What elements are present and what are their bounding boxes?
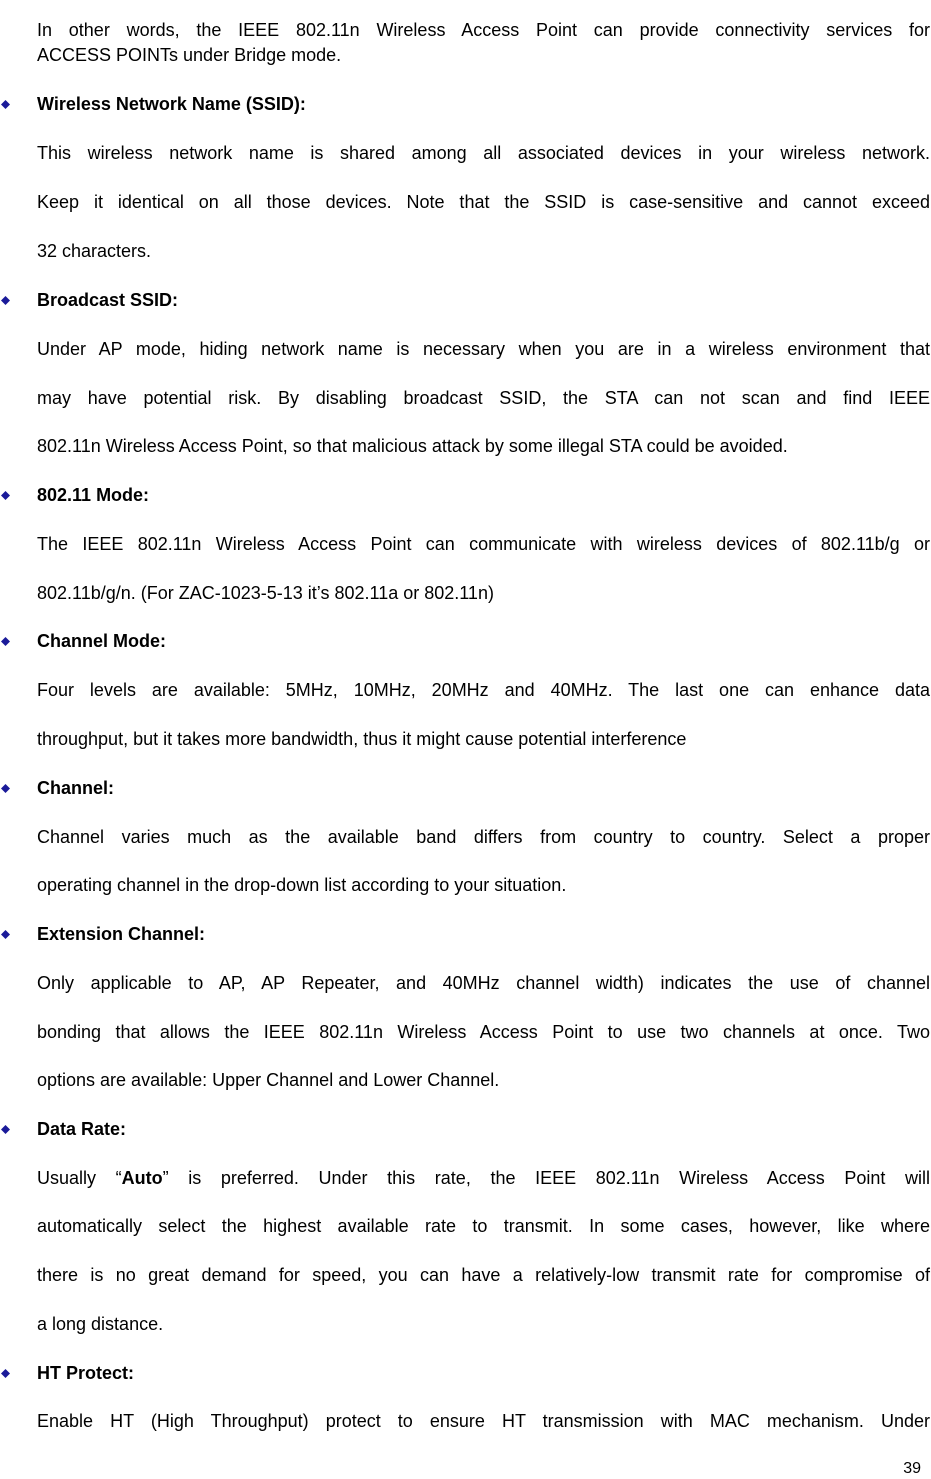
diamond-bullet-icon <box>1 296 10 305</box>
broadcast-line-1: Under AP mode, hiding network name is necessary when you are in a wireless environment that <box>37 339 930 359</box>
channel-heading: Channel: <box>37 778 115 798</box>
data-rate-line-1-post: ” is preferred. Under this rate, the IEEE 802.11n Wireless Access Point will <box>162 1168 930 1188</box>
data-rate-auto-bold: Auto <box>121 1168 163 1188</box>
diamond-bullet-icon <box>1 637 10 646</box>
mode-line-2: 802.11b/g/n. (For ZAC-1023-5-13 it’s 802.11a or 802.11n) <box>37 583 494 603</box>
page-number: 39 <box>903 1460 921 1477</box>
diamond-bullet-icon <box>1 491 10 500</box>
extension-line-1: Only applicable to AP, AP Repeater, and 40MHz channel width) indicates the use of channel <box>37 973 930 993</box>
ssid-heading: Wireless Network Name (SSID): <box>37 94 306 114</box>
broadcast-line-2: may have potential risk. By disabling broadcast SSID, the STA can not scan and find IEEE <box>37 388 930 408</box>
data-rate-heading: Data Rate: <box>37 1119 127 1139</box>
extension-heading: Extension Channel: <box>37 924 206 944</box>
diamond-bullet-icon <box>1 930 10 939</box>
ssid-line-3: 32 characters. <box>37 241 152 261</box>
data-rate-line-4: a long distance. <box>37 1314 164 1334</box>
channel-mode-line-2: throughput, but it takes more bandwidth, thus it might cause potential interference <box>37 729 687 749</box>
mode-line-1: The IEEE 802.11n Wireless Access Point can communicate with wireless devices of 802.11b/g or <box>37 534 930 554</box>
ssid-line-2: Keep it identical on all those devices. Note that the SSID is case-sensitive and cannot exceed <box>37 192 930 212</box>
ht-protect-line-1: Enable HT (High Throughput) protect to ensure HT transmission with MAC mechanism. Under <box>37 1411 930 1431</box>
diamond-bullet-icon <box>1 1125 10 1134</box>
data-rate-line-3: there is no great demand for speed, you can have a relatively-low transmit rate for compromise of <box>37 1265 930 1285</box>
data-rate-line-1 <box>37 1165 930 1191</box>
diamond-bullet-icon <box>1 784 10 793</box>
extension-line-2: bonding that allows the IEEE 802.11n Wireless Access Point to use two channels at once. Two <box>37 1022 930 1042</box>
ssid-line-1: This wireless network name is shared among all associated devices in your wireless network. <box>37 143 930 163</box>
ht-protect-heading: HT Protect: <box>37 1363 135 1383</box>
data-rate-line-2: automatically select the highest available rate to transmit. In some cases, however, like where <box>37 1216 930 1236</box>
diamond-bullet-icon <box>1 1369 10 1378</box>
intro-line-2: ACCESS POINTs under Bridge mode. <box>37 45 342 65</box>
broadcast-line-3: 802.11n Wireless Access Point, so that malicious attack by some illegal STA could be avoided. <box>37 436 788 456</box>
intro-line-1: In other words, the IEEE 802.11n Wireless Access Point can provide connectivity services for <box>37 20 930 40</box>
extension-line-3: options are available: Upper Channel and Lower Channel. <box>37 1070 500 1090</box>
channel-line-2: operating channel in the drop-down list according to your situation. <box>37 875 567 895</box>
channel-line-1: Channel varies much as the available band differs from country to country. Select a proper <box>37 827 930 847</box>
diamond-bullet-icon <box>1 100 10 109</box>
broadcast-heading: Broadcast SSID: <box>37 290 179 310</box>
channel-mode-heading: Channel Mode: <box>37 631 166 651</box>
mode-heading: 802.11 Mode: <box>37 485 150 505</box>
channel-mode-line-1: Four levels are available: 5MHz, 10MHz, 20MHz and 40MHz. The last one can enhance data <box>37 680 930 700</box>
data-rate-line-1-pre: Usually “ <box>37 1168 122 1188</box>
